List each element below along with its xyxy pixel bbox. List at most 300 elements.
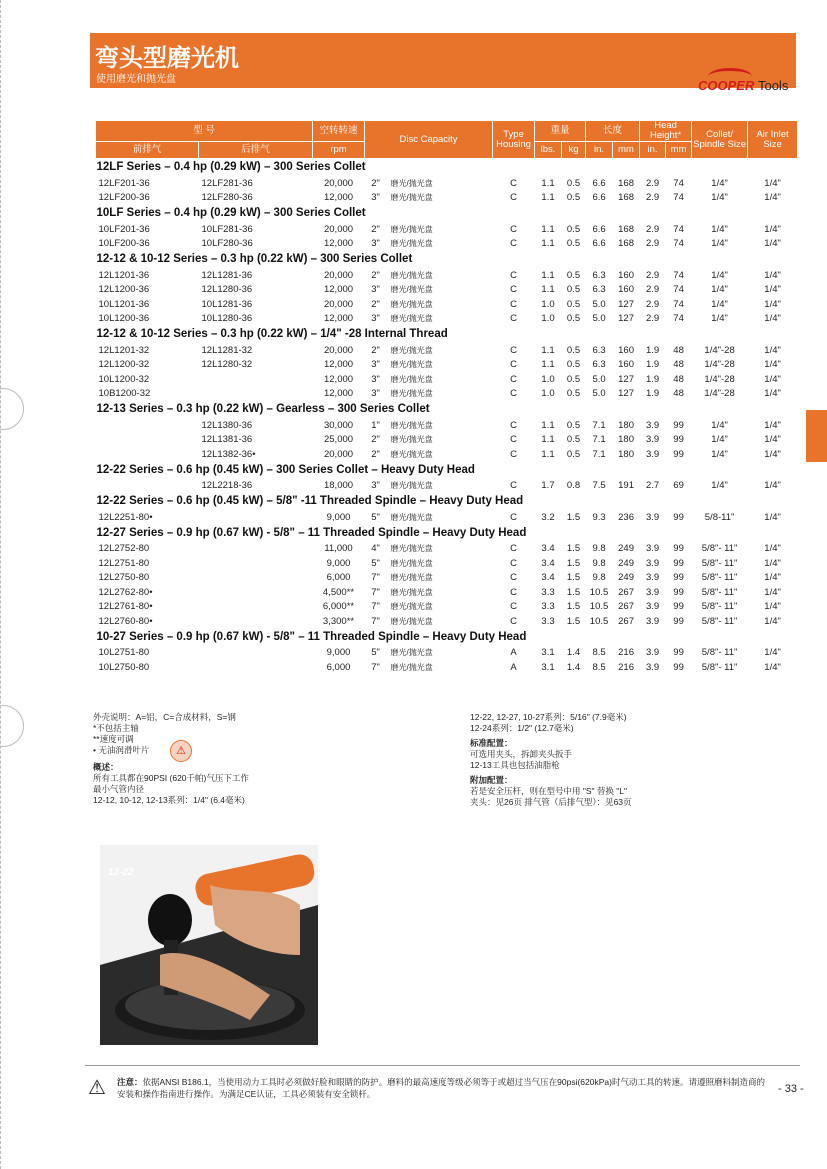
col-weight: 重量 (535, 121, 586, 142)
table-cell: 2" (371, 177, 380, 189)
col-type: Type Housing (493, 121, 535, 159)
table-cell: 0.5 (566, 373, 581, 385)
note-line: 夹头：见26页 排气管（后排气型）：见63页 (470, 797, 632, 807)
table-row (96, 372, 798, 387)
table-cell: 磨光/抛光盘 (390, 420, 433, 430)
table-row (96, 585, 798, 600)
table-cell: 12LF201-36 (98, 177, 150, 189)
table-cell: C (510, 419, 517, 431)
table-cell: 74 (673, 238, 684, 250)
table-cell: C (510, 298, 517, 310)
table-cell: 磨光/抛光盘 (390, 544, 433, 554)
table-cell: 2" (371, 269, 380, 281)
table-cell (199, 542, 313, 557)
table-row (96, 556, 798, 571)
table-cell: 74 (673, 298, 684, 310)
table-cell: 磨光/抛光盘 (390, 299, 433, 309)
table-cell: 6.6 (592, 223, 606, 235)
table-cell: 3" (371, 480, 380, 492)
footer-divider (85, 1065, 800, 1066)
table-cell: 12L2762-80• (98, 586, 153, 598)
table-row (96, 542, 798, 557)
table-cell: 12L1201-32 (98, 344, 150, 356)
table-cell: C (510, 448, 517, 460)
table-cell: 1/4" (764, 298, 781, 310)
table-cell: 1/4" (764, 647, 781, 659)
col-front-exhaust: 前排气 (96, 142, 199, 159)
warning-triangle-icon: ⚠ (88, 1077, 106, 1099)
table-cell: 5/8"- 11" (701, 601, 738, 613)
table-cell: 168 (618, 192, 634, 204)
table-cell: 磨光/抛光盘 (390, 648, 433, 658)
table-cell: 磨光/抛光盘 (390, 178, 433, 188)
table-cell: 0.5 (566, 269, 581, 281)
notes-right (470, 712, 800, 808)
table-cell: C (510, 373, 517, 385)
series-heading: 12-22 Series – 0.6 hp (0.45 kW) – 5/8" -11 Threaded Spindle – Heavy Duty Head (96, 495, 524, 507)
table-cell: 7" (371, 661, 380, 673)
table-cell: 1/4" (711, 238, 728, 250)
table-cell: 9,000 (326, 647, 351, 659)
table-cell: 3.1 (541, 647, 555, 659)
table-cell: 1.7 (541, 480, 555, 492)
table-cell: 1/4" (764, 601, 781, 613)
table-cell: 12L1200-36 (98, 284, 150, 296)
table-cell: 磨光/抛光盘 (390, 616, 433, 626)
photo-label: 12-22 (108, 867, 134, 878)
table-cell (96, 447, 199, 462)
table-cell: 99 (673, 557, 684, 569)
table-cell: 20,000 (323, 448, 354, 460)
table-cell: 3.9 (645, 647, 660, 659)
table-cell: 12,000 (323, 313, 354, 325)
table-cell: 99 (673, 543, 684, 555)
table-cell: 3" (371, 359, 380, 371)
table-cell: 99 (673, 448, 684, 460)
table-cell: 191 (618, 480, 634, 492)
table-cell: 5.0 (592, 313, 606, 325)
table-cell: 99 (673, 601, 684, 613)
table-cell: 2" (371, 434, 380, 446)
table-cell: 5" (371, 557, 380, 569)
safety-warning (117, 1076, 767, 1100)
table-cell: 1.4 (566, 647, 581, 659)
table-cell: A (510, 661, 517, 673)
table-cell: 3" (371, 373, 380, 385)
table-cell: 168 (618, 238, 634, 250)
table-cell: 12L1280-32 (201, 359, 253, 371)
table-cell: 99 (673, 647, 684, 659)
table-cell: 2" (371, 298, 380, 310)
table-cell: 3.9 (645, 572, 660, 584)
table-cell: 5.0 (592, 373, 606, 385)
table-cell: 12,000 (323, 373, 354, 385)
table-cell: 2" (371, 448, 380, 460)
table-cell: 5/8"- 11" (701, 661, 738, 673)
table-row (96, 571, 798, 586)
table-cell: 1.5 (566, 511, 581, 523)
table-cell: 1/4" (764, 269, 781, 281)
col-rear-exhaust: 后排气 (199, 142, 313, 159)
series-heading: 10LF Series – 0.4 hp (0.29 kW) – 300 Series Collet (96, 207, 366, 219)
table-cell: 12L1380-36 (201, 419, 253, 431)
note-line: 可选用夹头，拆卸夹头扳手 (470, 749, 573, 759)
table-cell: 磨光/抛光盘 (390, 435, 433, 445)
table-cell: 10L1200-36 (98, 313, 150, 325)
table-cell: 20,000 (323, 223, 354, 235)
table-cell: 249 (618, 543, 634, 555)
table-row (96, 312, 798, 327)
table-cell: C (510, 238, 517, 250)
table-cell: 磨光/抛光盘 (390, 374, 433, 384)
table-row (96, 614, 798, 629)
table-cell: 12,000 (323, 359, 354, 371)
note-heading: 附加配置： (470, 775, 513, 785)
table-cell: 10L1280-36 (201, 313, 253, 325)
table-cell: 3.4 (541, 543, 555, 555)
table-cell: 1/4"-28 (704, 344, 735, 356)
table-cell: 6.3 (592, 344, 606, 356)
note-line: 所有工具都在90PSI (620千帕)气压下工作 (93, 773, 249, 783)
table-cell: 12L2761-80• (98, 601, 153, 613)
table-cell (96, 479, 199, 494)
table-cell (199, 372, 313, 387)
table-row (96, 660, 798, 675)
table-cell: 5.0 (592, 388, 606, 400)
table-cell: 2" (371, 344, 380, 356)
table-cell: 168 (618, 177, 634, 189)
col-speed: 空转转速 (313, 121, 365, 142)
table-row (96, 358, 798, 373)
table-row (96, 283, 798, 298)
table-cell: 9,000 (326, 557, 351, 569)
table-cell: 1.5 (566, 615, 581, 627)
table-cell: 1.0 (541, 373, 555, 385)
table-cell: 9,000 (326, 511, 351, 523)
table-cell: 1/4" (764, 177, 781, 189)
product-photo (100, 845, 318, 1045)
table-cell: 1.5 (566, 557, 581, 569)
table-cell: 1.1 (541, 419, 555, 431)
table-cell: 5/8"- 11" (701, 647, 738, 659)
table-cell: 6,000 (326, 661, 351, 673)
table-cell: 0.5 (566, 434, 581, 446)
table-cell: 12L2751-80 (98, 557, 150, 569)
table-cell: 3.1 (541, 661, 555, 673)
table-cell: 5.0 (592, 298, 606, 310)
table-cell: 180 (618, 448, 634, 460)
table-cell: 127 (618, 298, 634, 310)
note-line: • 无油润滑叶片 (93, 745, 150, 755)
table-cell: 10L2750-80 (98, 661, 150, 673)
table-cell: 160 (618, 359, 634, 371)
table-cell: 12,000 (323, 388, 354, 400)
table-cell: 7.1 (592, 448, 606, 460)
table-cell: 12L2752-80 (98, 543, 150, 555)
table-cell: 11,000 (324, 543, 353, 555)
table-cell: 10L1201-36 (98, 298, 150, 310)
table-cell: 2.9 (645, 298, 660, 310)
series-heading-row (96, 251, 798, 268)
table-cell: 5" (371, 647, 380, 659)
table-cell: 1.1 (541, 359, 555, 371)
table-cell: 3.9 (645, 543, 660, 555)
series-heading: 12-22 Series – 0.6 hp (0.45 kW) – 300 Series Collet – Heavy Duty Head (96, 463, 475, 476)
table-cell: 1/4" (764, 223, 781, 235)
table-cell: 1/4" (764, 480, 781, 492)
table-cell: 20,000 (323, 177, 354, 189)
col-collet: Collet/ Spindle Size (692, 121, 748, 159)
table-cell: 1/4" (711, 269, 728, 281)
table-cell: 0.5 (566, 388, 581, 400)
table-cell: 磨光/抛光盘 (390, 602, 433, 612)
col-model: 型 号 (96, 121, 313, 142)
table-cell: 4,500** (322, 586, 355, 598)
table-cell: 12L2760-80• (98, 615, 153, 627)
table-cell: 7.1 (592, 434, 606, 446)
table-cell: 74 (673, 313, 684, 325)
table-cell: 12,000 (323, 284, 354, 296)
series-heading: 12-12 & 10-12 Series – 0.3 hp (0.22 kW) – 300 Series Collet (96, 253, 413, 265)
table-cell: 10.5 (589, 615, 609, 627)
note-line: 外壳说明：A=铝，C=合成材料，S=钢 (93, 712, 236, 722)
table-cell: 12L1382-36• (201, 448, 256, 460)
notes-left (93, 712, 453, 806)
table-cell: 12LF281-36 (201, 177, 253, 189)
table-cell: 74 (673, 284, 684, 296)
table-cell: 7" (371, 572, 380, 584)
table-cell: 0.5 (566, 238, 581, 250)
page-number: - 33 - (778, 1083, 804, 1095)
table-cell: 0.8 (566, 480, 581, 492)
table-cell: 127 (618, 373, 634, 385)
table-cell: 磨光/抛光盘 (390, 449, 433, 459)
table-cell: 1/4" (764, 434, 781, 446)
table-cell: 1/4"-28 (704, 388, 735, 400)
table-cell: 1.1 (541, 284, 555, 296)
note-line: 12-24系列：1/2" (12.7毫米) (470, 723, 574, 733)
table-cell: 磨光/抛光盘 (390, 285, 433, 295)
table-row (96, 510, 798, 525)
table-cell: 6.6 (592, 177, 606, 189)
table-cell: 12LF200-36 (98, 192, 150, 204)
note-line: 若是安全压杆，则在型号中用 "S" 替换 "L" (470, 786, 628, 796)
table-cell: 5/8"- 11" (701, 572, 738, 584)
table-cell: 10L2751-80 (98, 647, 150, 659)
table-cell: 7" (371, 615, 380, 627)
table-cell: C (510, 557, 517, 569)
table-cell: 12L1201-36 (98, 269, 150, 281)
table-cell: 磨光/抛光盘 (390, 389, 433, 399)
table-cell: 12L2750-80 (98, 572, 150, 584)
table-cell: 7" (371, 601, 380, 613)
table-cell: 69 (673, 480, 684, 492)
table-cell: 168 (618, 223, 634, 235)
table-row (96, 447, 798, 462)
table-cell: 48 (673, 344, 684, 356)
section-tab-marker (806, 410, 827, 462)
brand-logo (698, 78, 788, 93)
table-cell: C (510, 269, 517, 281)
table-cell: 3" (371, 313, 380, 325)
table-row (96, 222, 798, 237)
table-cell: 127 (618, 388, 634, 400)
table-cell: 3.9 (645, 557, 660, 569)
table-cell: 2.9 (645, 192, 660, 204)
table-cell: 99 (673, 419, 684, 431)
table-cell: 1/4" (764, 344, 781, 356)
col-length-mm: mm (613, 142, 640, 159)
table-cell: 磨光/抛光盘 (390, 270, 433, 280)
table-cell: 12L2218-36 (201, 480, 253, 492)
note-line: 最小气管内径 (93, 784, 145, 794)
table-cell: 1/4"-28 (704, 359, 735, 371)
table-cell: 3.9 (645, 448, 660, 460)
table-cell: 8.5 (592, 661, 606, 673)
table-cell: 2.7 (645, 480, 660, 492)
table-cell: 1.1 (541, 177, 555, 189)
table-cell: 3.9 (645, 601, 660, 613)
table-cell: 磨光/抛光盘 (390, 239, 433, 249)
table-cell: C (510, 543, 517, 555)
table-cell: 1/4" (764, 238, 781, 250)
table-cell: 10.5 (589, 601, 609, 613)
table-cell: 5/8"- 11" (701, 543, 738, 555)
series-heading-row (96, 326, 798, 343)
table-cell: C (510, 601, 517, 613)
table-cell: 99 (673, 661, 684, 673)
table-cell: 3" (371, 238, 380, 250)
table-cell: 3.3 (541, 586, 555, 598)
table-cell: 1/4" (764, 388, 781, 400)
col-head-mm: mm (666, 142, 692, 159)
table-cell: 7" (371, 586, 380, 598)
table-cell: C (510, 615, 517, 627)
table-cell: 1.1 (541, 269, 555, 281)
table-row (96, 297, 798, 312)
table-cell: C (510, 388, 517, 400)
table-cell: 0.5 (566, 284, 581, 296)
table-cell: 267 (618, 615, 634, 627)
table-cell: C (510, 284, 517, 296)
table-cell: 磨光/抛光盘 (390, 193, 433, 203)
table-cell: 6,000 (326, 572, 351, 584)
note-line: **速度可调 (93, 734, 134, 744)
table-cell: 3.4 (541, 557, 555, 569)
table-cell (96, 418, 199, 433)
table-cell: 127 (618, 313, 634, 325)
table-cell: 5/8"- 11" (701, 586, 738, 598)
table-cell: 9.3 (592, 511, 606, 523)
table-cell: C (510, 359, 517, 371)
table-cell: 0.5 (566, 223, 581, 235)
table-cell: 74 (673, 223, 684, 235)
table-cell: 磨光/抛光盘 (390, 224, 433, 234)
note-heading: 概述： (93, 762, 119, 772)
table-cell: 1/4" (764, 661, 781, 673)
table-cell (199, 600, 313, 615)
table-cell: 99 (673, 572, 684, 584)
series-heading: 12LF Series – 0.4 hp (0.29 kW) – 300 Series Collet (96, 161, 366, 173)
table-cell: 6.6 (592, 192, 606, 204)
table-cell: 267 (618, 601, 634, 613)
table-cell: 1.1 (541, 192, 555, 204)
table-cell: 236 (618, 511, 634, 523)
table-cell: 18,000 (323, 480, 354, 492)
table-cell: 216 (618, 661, 634, 673)
table-cell: C (510, 511, 517, 523)
table-cell: 1/4" (764, 615, 781, 627)
table-cell: 10B1200-32 (98, 388, 151, 400)
table-cell: 3" (371, 284, 380, 296)
note-line: 12-22, 12-27, 10-27系列：5/16" (7.9毫米) (470, 712, 627, 722)
table-cell: 10L1281-36 (201, 298, 253, 310)
table-cell: 3.4 (541, 572, 555, 584)
table-cell: 10LF280-36 (201, 238, 253, 250)
table-row (96, 479, 798, 494)
table-cell: 磨光/抛光盘 (390, 662, 433, 672)
table-cell: 99 (673, 586, 684, 598)
table-cell: 磨光/抛光盘 (390, 481, 433, 491)
table-cell: 1.0 (541, 298, 555, 310)
table-row (96, 176, 798, 191)
table-cell: 1.0 (541, 313, 555, 325)
table-cell: 99 (673, 615, 684, 627)
series-heading: 12-27 Series – 0.9 hp (0.67 kW) - 5/8" – 11 Threaded Spindle – Heavy Duty Head (96, 526, 527, 539)
table-cell: 1/4" (711, 480, 728, 492)
table-cell: 1/4" (764, 557, 781, 569)
table-cell: 1/4" (711, 177, 728, 189)
table-cell: 1/4" (764, 359, 781, 371)
table-cell: 3" (371, 388, 380, 400)
table-cell: 1/4" (711, 434, 728, 446)
table-cell: 9.8 (592, 557, 606, 569)
table-cell: 180 (618, 434, 634, 446)
table-cell: 磨光/抛光盘 (390, 587, 433, 597)
punch-hole (0, 388, 24, 430)
table-cell: 2.9 (645, 238, 660, 250)
table-cell: C (510, 572, 517, 584)
table-cell: 磨光/抛光盘 (390, 345, 433, 355)
table-cell (199, 510, 313, 525)
table-cell: 1.9 (645, 373, 660, 385)
table-cell: 6.3 (592, 284, 606, 296)
table-cell: 1/4" (711, 223, 728, 235)
table-cell: 12LF280-36 (201, 192, 253, 204)
table-cell: 1/4" (711, 192, 728, 204)
note-line: *不包括主轴 (93, 723, 139, 733)
table-cell: 1/4"-28 (704, 373, 735, 385)
table-row (96, 418, 798, 433)
table-cell: 1/4" (711, 313, 728, 325)
logo-suffix: Tools (757, 78, 789, 93)
table-cell: 1.9 (645, 344, 660, 356)
series-heading-row (96, 462, 798, 479)
series-heading-row (96, 629, 798, 646)
table-cell: 5/8"- 11" (701, 615, 738, 627)
table-cell: 1/4" (764, 373, 781, 385)
table-cell: C (510, 480, 517, 492)
table-cell: 0.5 (566, 177, 581, 189)
table-cell: 5/8-11" (704, 511, 735, 523)
table-cell: 2" (371, 223, 380, 235)
table-cell: 25,000 (323, 434, 354, 446)
table-cell: 10LF201-36 (98, 223, 150, 235)
table-cell: 1.1 (541, 238, 555, 250)
page-title: 弯头型磨光机 (95, 44, 239, 72)
table-cell: C (510, 177, 517, 189)
table-cell (199, 571, 313, 586)
